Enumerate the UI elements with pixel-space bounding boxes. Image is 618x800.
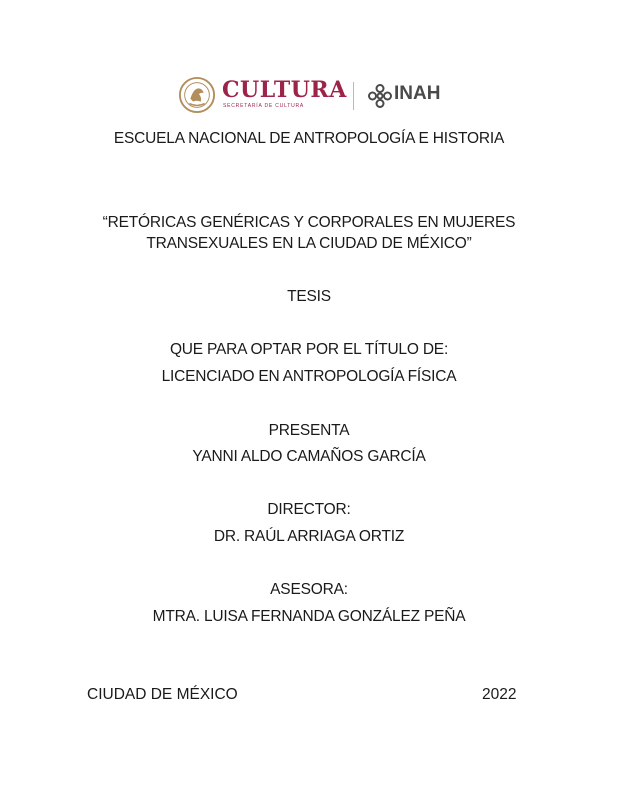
thesis-title-line-1: “RETÓRICAS GENÉRICAS Y CORPORALES EN MUJERES — [102, 214, 516, 231]
director-label: DIRECTOR: — [267, 501, 351, 518]
mexico-coat-of-arms-icon — [178, 76, 216, 114]
advisor-label: ASESORA: — [270, 581, 348, 598]
degree-title: LICENCIADO EN ANTROPOLOGÍA FÍSICA — [161, 368, 457, 385]
header-logos — [0, 74, 618, 118]
cultura-logo-subtitle: SECRETARÍA DE CULTURA — [223, 103, 305, 109]
author-name: YANNI ALDO CAMAÑOS GARCÍA — [192, 448, 426, 465]
director-name: DR. RAÚL ARRIAGA ORTIZ — [213, 528, 405, 545]
document-type: TESIS — [287, 288, 331, 305]
year: 2022 — [482, 686, 517, 703]
city: CIUDAD DE MÉXICO — [87, 686, 238, 703]
logo-divider — [353, 82, 354, 110]
thesis-title-line-2: TRANSEXUALES EN LA CIUDAD DE MÉXICO” — [146, 235, 472, 252]
author-label: PRESENTA — [268, 422, 350, 439]
school-name: ESCUELA NACIONAL DE ANTROPOLOGÍA E HISTORIA — [113, 130, 505, 147]
degree-intro: QUE PARA OPTAR POR EL TÍTULO DE: — [169, 341, 449, 358]
inah-logo-text: INAH — [394, 83, 441, 104]
advisor-name: MTRA. LUISA FERNANDA GONZÁLEZ PEÑA — [152, 608, 466, 625]
inah-emblem-icon — [367, 83, 393, 109]
cultura-logo-text: CULTURA — [222, 77, 347, 103]
